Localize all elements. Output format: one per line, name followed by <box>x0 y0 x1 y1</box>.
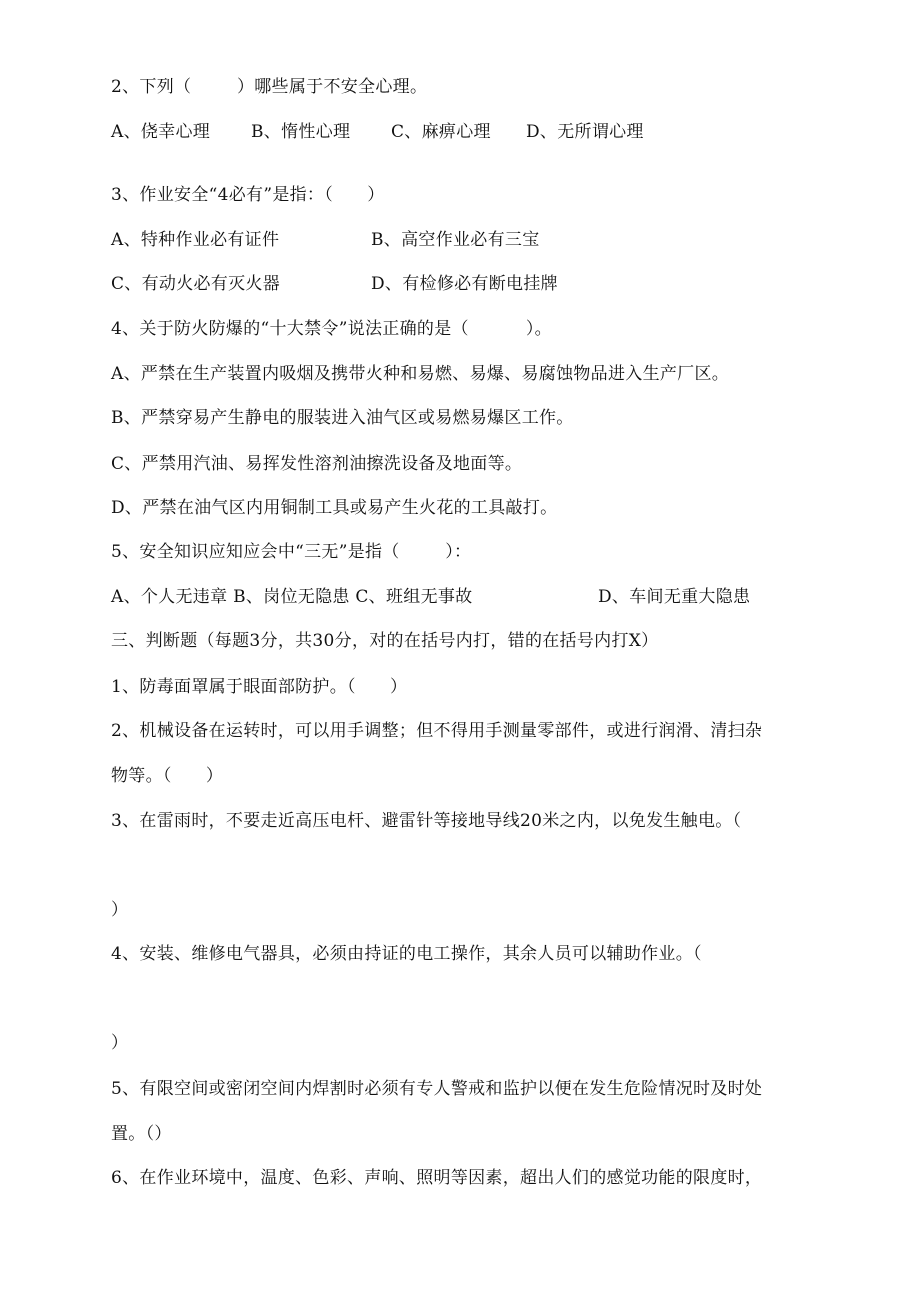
question-3-option-c: C、有动火必有灭火器 <box>111 274 281 294</box>
question-5-stem: 5、安全知识应知应会中“三无”是指（ ）： <box>111 542 472 562</box>
judgment-4-line-2: ） <box>111 1033 129 1053</box>
question-3-option-a: A、特种作业必有证件 <box>111 230 280 250</box>
judgment-3-line-2: ） <box>111 900 129 920</box>
question-4-option-d: D、严禁在油气区内用铜制工具或易产生火花的工具敲打。 <box>111 498 558 518</box>
judgment-5-line-1: 5、有限空间或密闭空间内焊割时必须有专人警戒和监护以便在发生危险情况时及时处 <box>111 1079 763 1099</box>
question-2-option-a: A、侥幸心理 <box>111 122 211 142</box>
judgment-4-line-1: 4、安装、维修电气器具，必须由持证的电工操作，其余人员可以辅助作业。（ <box>111 944 702 964</box>
question-4-option-c: C、严禁用汽油、易挥发性溶剂油擦洗设备及地面等。 <box>111 454 523 474</box>
question-2-stem: 2、下列（ ）哪些属于不安全心理。 <box>111 77 428 97</box>
judgment-6-line-1: 6、在作业环境中，温度、色彩、声响、照明等因素，超出人们的感觉功能的限度时， <box>111 1168 763 1188</box>
question-2-option-d: D、无所谓心理 <box>526 122 644 142</box>
judgment-5-line-2: 置。（） <box>111 1124 172 1144</box>
judgment-2-line-1: 2、机械设备在运转时，可以用手调整；但不得用手测量零部件，或进行润滑、清扫杂 <box>111 721 763 741</box>
question-2-option-b: B、惰性心理 <box>251 122 351 142</box>
question-3-stem: 3、作业安全“4必有”是指：（ ） <box>111 185 385 205</box>
judgment-1: 1、防毒面罩属于眼面部防护。（ ） <box>111 677 408 697</box>
question-4-stem: 4、关于防火防爆的“十大禁令”说法正确的是（ ）。 <box>111 319 552 339</box>
question-3-option-d: D、有检修必有断电挂牌 <box>371 274 558 294</box>
question-5-option-d: D、车间无重大隐患 <box>598 587 751 607</box>
question-4-option-a: A、严禁在生产装置内吸烟及携带火种和易燃、易爆、易腐蚀物品进入生产厂区。 <box>111 364 730 384</box>
question-5-options-left: A、个人无违章 B、岗位无隐患 C、班组无事故 <box>111 587 473 607</box>
question-2-option-c: C、麻痹心理 <box>391 122 491 142</box>
judgment-3-line-1: 3、在雷雨时，不要走近高压电杆、避雷针等接地导线20米之内，以免发生触电。（ <box>111 811 742 831</box>
question-3-option-b: B、高空作业必有三宝 <box>371 230 540 250</box>
question-4-option-b: B、严禁穿易产生静电的服装进入油气区或易燃易爆区工作。 <box>111 408 574 428</box>
section-3-heading: 三、判断题（每题3分，共30分，对的在括号内打，错的在括号内打X） <box>111 631 659 651</box>
judgment-2-line-2: 物等。（ ） <box>111 766 224 786</box>
